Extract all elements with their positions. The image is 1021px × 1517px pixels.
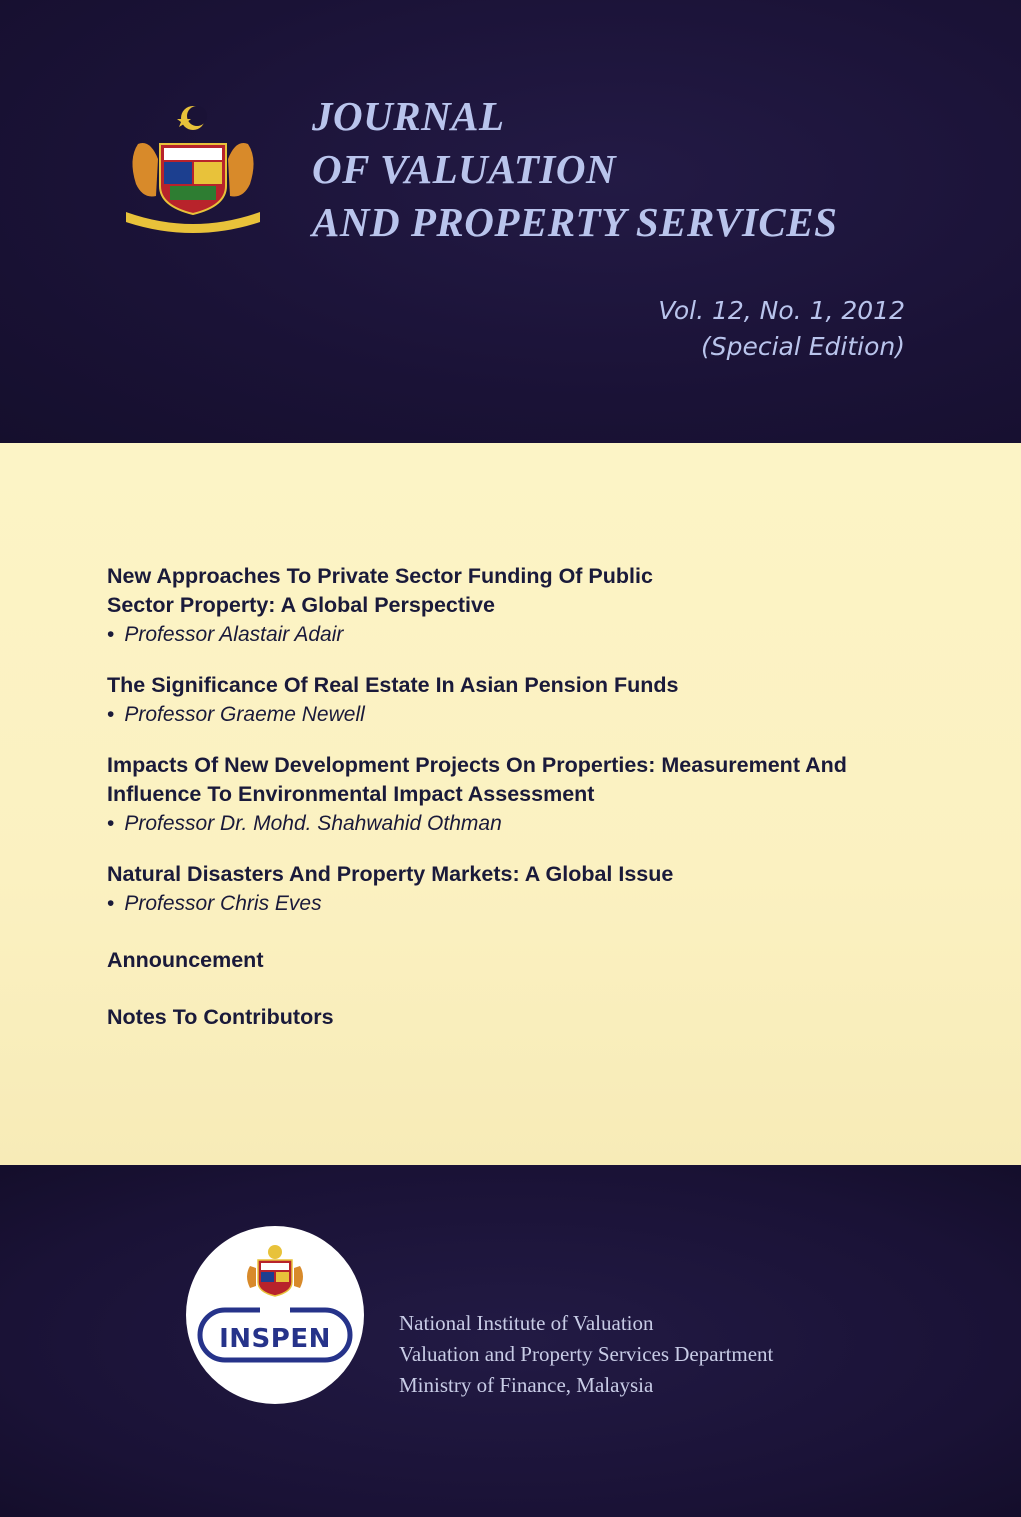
toc-entry [107,860,967,918]
publisher-info [399,1308,773,1401]
volume-number: Vol. 12, No. 1, 2012 [658,296,905,325]
toc-entry [107,562,967,649]
article-author [107,809,967,838]
publisher-line: National Institute of Valuation [399,1311,654,1335]
article-title: The Significance Of Real Estate In Asian Pension Funds [107,673,679,697]
toc-announcement: Announcement [107,948,264,972]
malaysia-coat-of-arms-icon [118,104,268,234]
article-author [107,620,967,649]
author-name: Professor Graeme Newell [124,703,365,726]
volume-info [658,293,905,365]
bullet-icon: • [107,703,115,726]
bullet-icon: • [107,812,115,835]
bullet-icon: • [107,623,115,646]
article-author [107,700,967,729]
table-of-contents [107,562,967,1060]
bullet-icon: • [107,892,115,915]
author-name: Professor Alastair Adair [124,623,344,646]
publisher-line: Ministry of Finance, Malaysia [399,1373,654,1397]
journal-title [312,90,837,249]
title-line: JOURNAL [312,93,505,139]
toc-notes-to-contributors: Notes To Contributors [107,1005,334,1029]
article-author [107,889,967,918]
publisher-line: Valuation and Property Services Department [399,1342,774,1366]
edition-label: (Special Edition) [700,332,905,361]
inspen-logo [186,1226,364,1404]
article-title: Sector Property: A Global Perspective [107,593,495,617]
inspen-emblem-icon [186,1226,364,1404]
toc-entry [107,751,967,838]
article-title: Impacts Of New Development Projects On Properties: Measurement And [107,753,847,777]
article-title: Influence To Environmental Impact Assessment [107,782,595,806]
author-name: Professor Chris Eves [124,892,322,915]
toc-entry [107,671,967,729]
title-line: AND PROPERTY SERVICES [312,199,838,245]
article-title: New Approaches To Private Sector Funding Of Public [107,564,653,588]
author-name: Professor Dr. Mohd. Shahwahid Othman [124,812,502,835]
inspen-logo-text: INSPEN [219,1324,331,1354]
article-title: Natural Disasters And Property Markets: A Global Issue [107,862,674,886]
title-line: OF VALUATION [312,146,617,192]
